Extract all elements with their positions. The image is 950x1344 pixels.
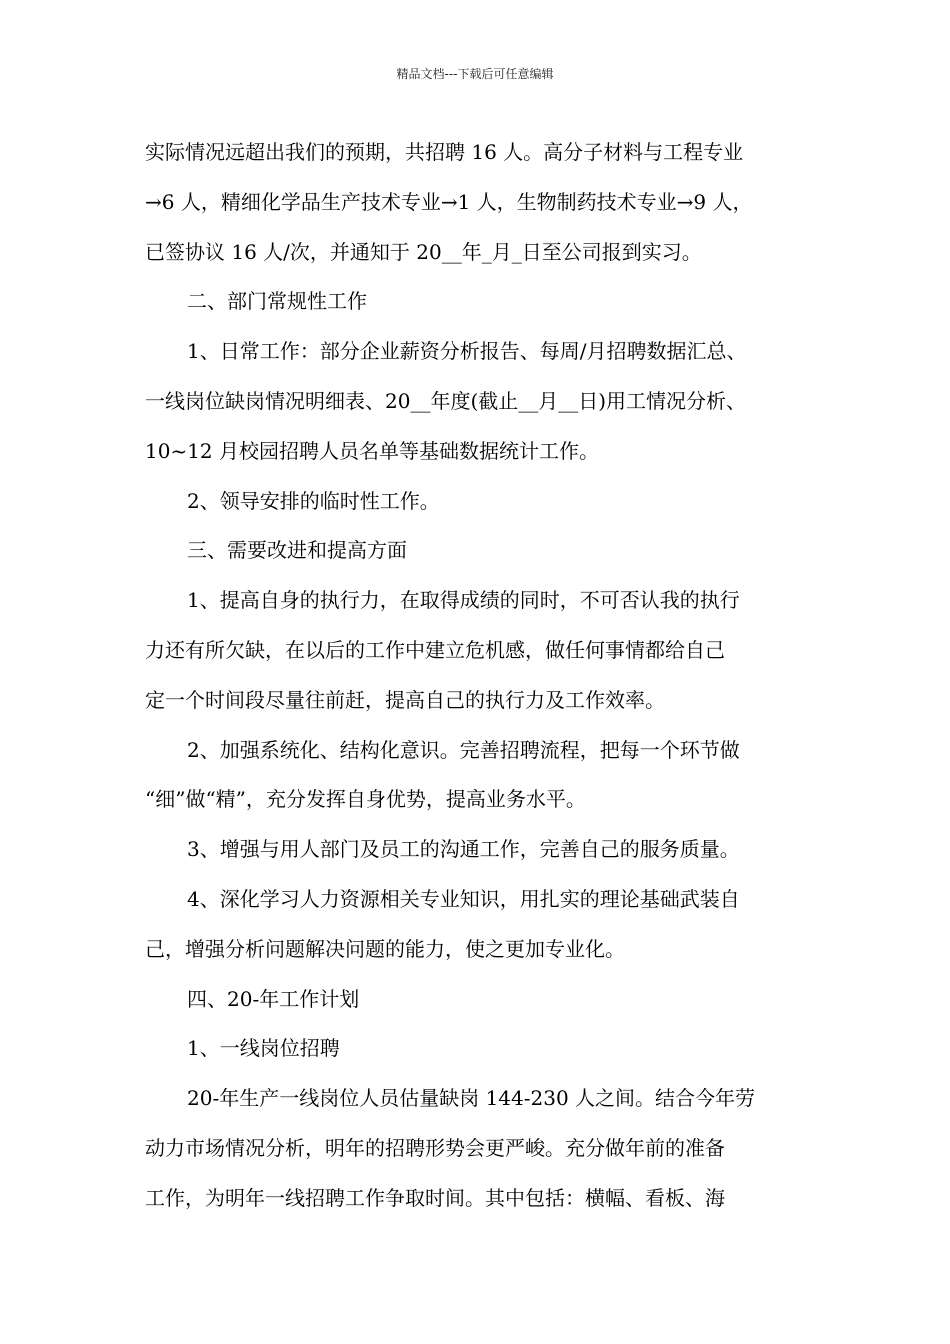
text-line: 一线岗位缺岗情况明细表、20__年度(截止__月__日)用工情况分析、 (145, 388, 747, 413)
text-line: 3、增强与用人部门及员工的沟通工作，完善自己的服务质量。 (187, 837, 740, 862)
text-line: “细”做“精”，充分发挥自身优势，提高业务水平。 (145, 787, 586, 812)
text-line: 1、一线岗位招聘 (187, 1036, 340, 1061)
text-line: 力还有所欠缺，在以后的工作中建立危机感，做任何事情都给自己 (145, 637, 725, 662)
text-line: 20-年生产一线岗位人员估量缺岗 144-230 人之间。结合今年劳 (187, 1086, 756, 1111)
text-line: 10~12 月校园招聘人员名单等基础数据统计工作。 (145, 438, 600, 463)
text-line: 二、部门常规性工作 (187, 289, 367, 314)
page-header: 精品文档---下载后可任意编辑 (396, 67, 554, 81)
text-line: 实际情况远超出我们的预期，共招聘 16 人。高分子材料与工程专业 (145, 140, 744, 164)
text-line: 四、20-年工作计划 (187, 986, 360, 1011)
text-line: 动力市场情况分析，明年的招聘形势会更严峻。充分做年前的准备 (145, 1135, 725, 1160)
document-body (145, 132, 815, 1228)
text-line: 工作，为明年一线招聘工作争取时间。其中包括：横幅、看板、海 (145, 1185, 725, 1210)
text-line: →6 人，精细化学品生产技术专业→1 人，生物制药技术专业→9 人， (145, 189, 753, 214)
text-line: 定一个时间段尽量往前赶，提高自己的执行力及工作效率。 (145, 687, 665, 712)
text-line: 己，增强分析问题解决问题的能力，使之更加专业化。 (145, 936, 625, 961)
text-line: 1、日常工作：部分企业薪资分析报告、每周/月招聘数据汇总、 (187, 339, 747, 364)
text-line: 2、领导安排的临时性工作。 (187, 488, 440, 513)
text-line: 三、需要改进和提高方面 (187, 538, 407, 563)
text-line: 4、深化学习人力资源相关专业知识，用扎实的理论基础武装自 (187, 886, 740, 911)
text-line: 1、提高自身的执行力，在取得成绩的同时，不可否认我的执行 (187, 588, 740, 613)
text-line: 已签协议 16 人/次，并通知于 20__年_月_日至公司报到实习。 (145, 239, 702, 264)
text-line: 2、加强系统化、结构化意识。完善招聘流程，把每一个环节做 (187, 737, 740, 762)
